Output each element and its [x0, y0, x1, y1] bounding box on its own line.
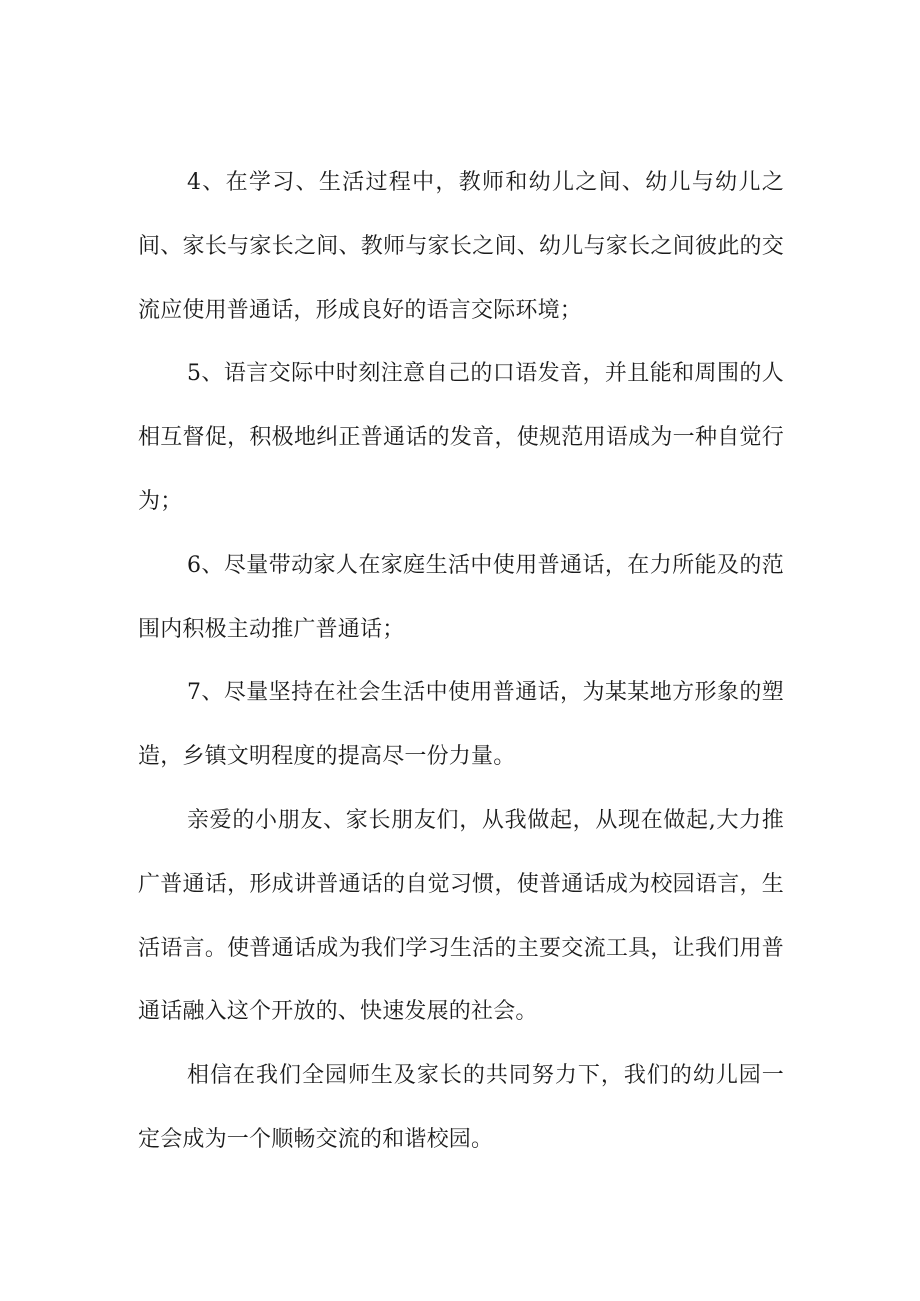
paragraph-item-4: 4、在学习、生活过程中，教师和幼儿之间、幼儿与幼儿之间、家长与家长之间、教师与家长之间、幼儿与家长之间彼此的交流应使用普通话，形成良好的语言交际环境； [138, 170, 784, 323]
paragraph-item-6: 6、尽量带动家人在家庭生活中使用普通话，在力所能及的范围内积极主动推广普通话； [138, 552, 784, 642]
final-paragraph: 相信在我们全园师生及家长的共同努力下，我们的幼儿园一定会成为一个顺畅交流的和谐校园。 [138, 1063, 784, 1152]
paragraph-item-5: 5、语言交际中时刻注意自己的口语发音，并且能和周围的人相互督促，积极地纠正普通话的发音，使规范用语成为一种自觉行为； [138, 361, 784, 514]
paragraph-item-7: 7、尽量坚持在社会生活中使用普通话，为某某地方形象的塑造，乡镇文明程度的提高尽一份力量。 [138, 680, 784, 770]
closing-paragraph: 亲爱的小朋友、家长朋友们，从我做起，从现在做起,大力推广普通话，形成讲普通话的自觉习惯，使普通话成为校园语言，生活语言。使普通话成为我们学习生活的主要交流工具，让我们用普通话融入这个开放的、快速发展的社会。 [138, 807, 784, 1025]
document-body [138, 151, 784, 1172]
